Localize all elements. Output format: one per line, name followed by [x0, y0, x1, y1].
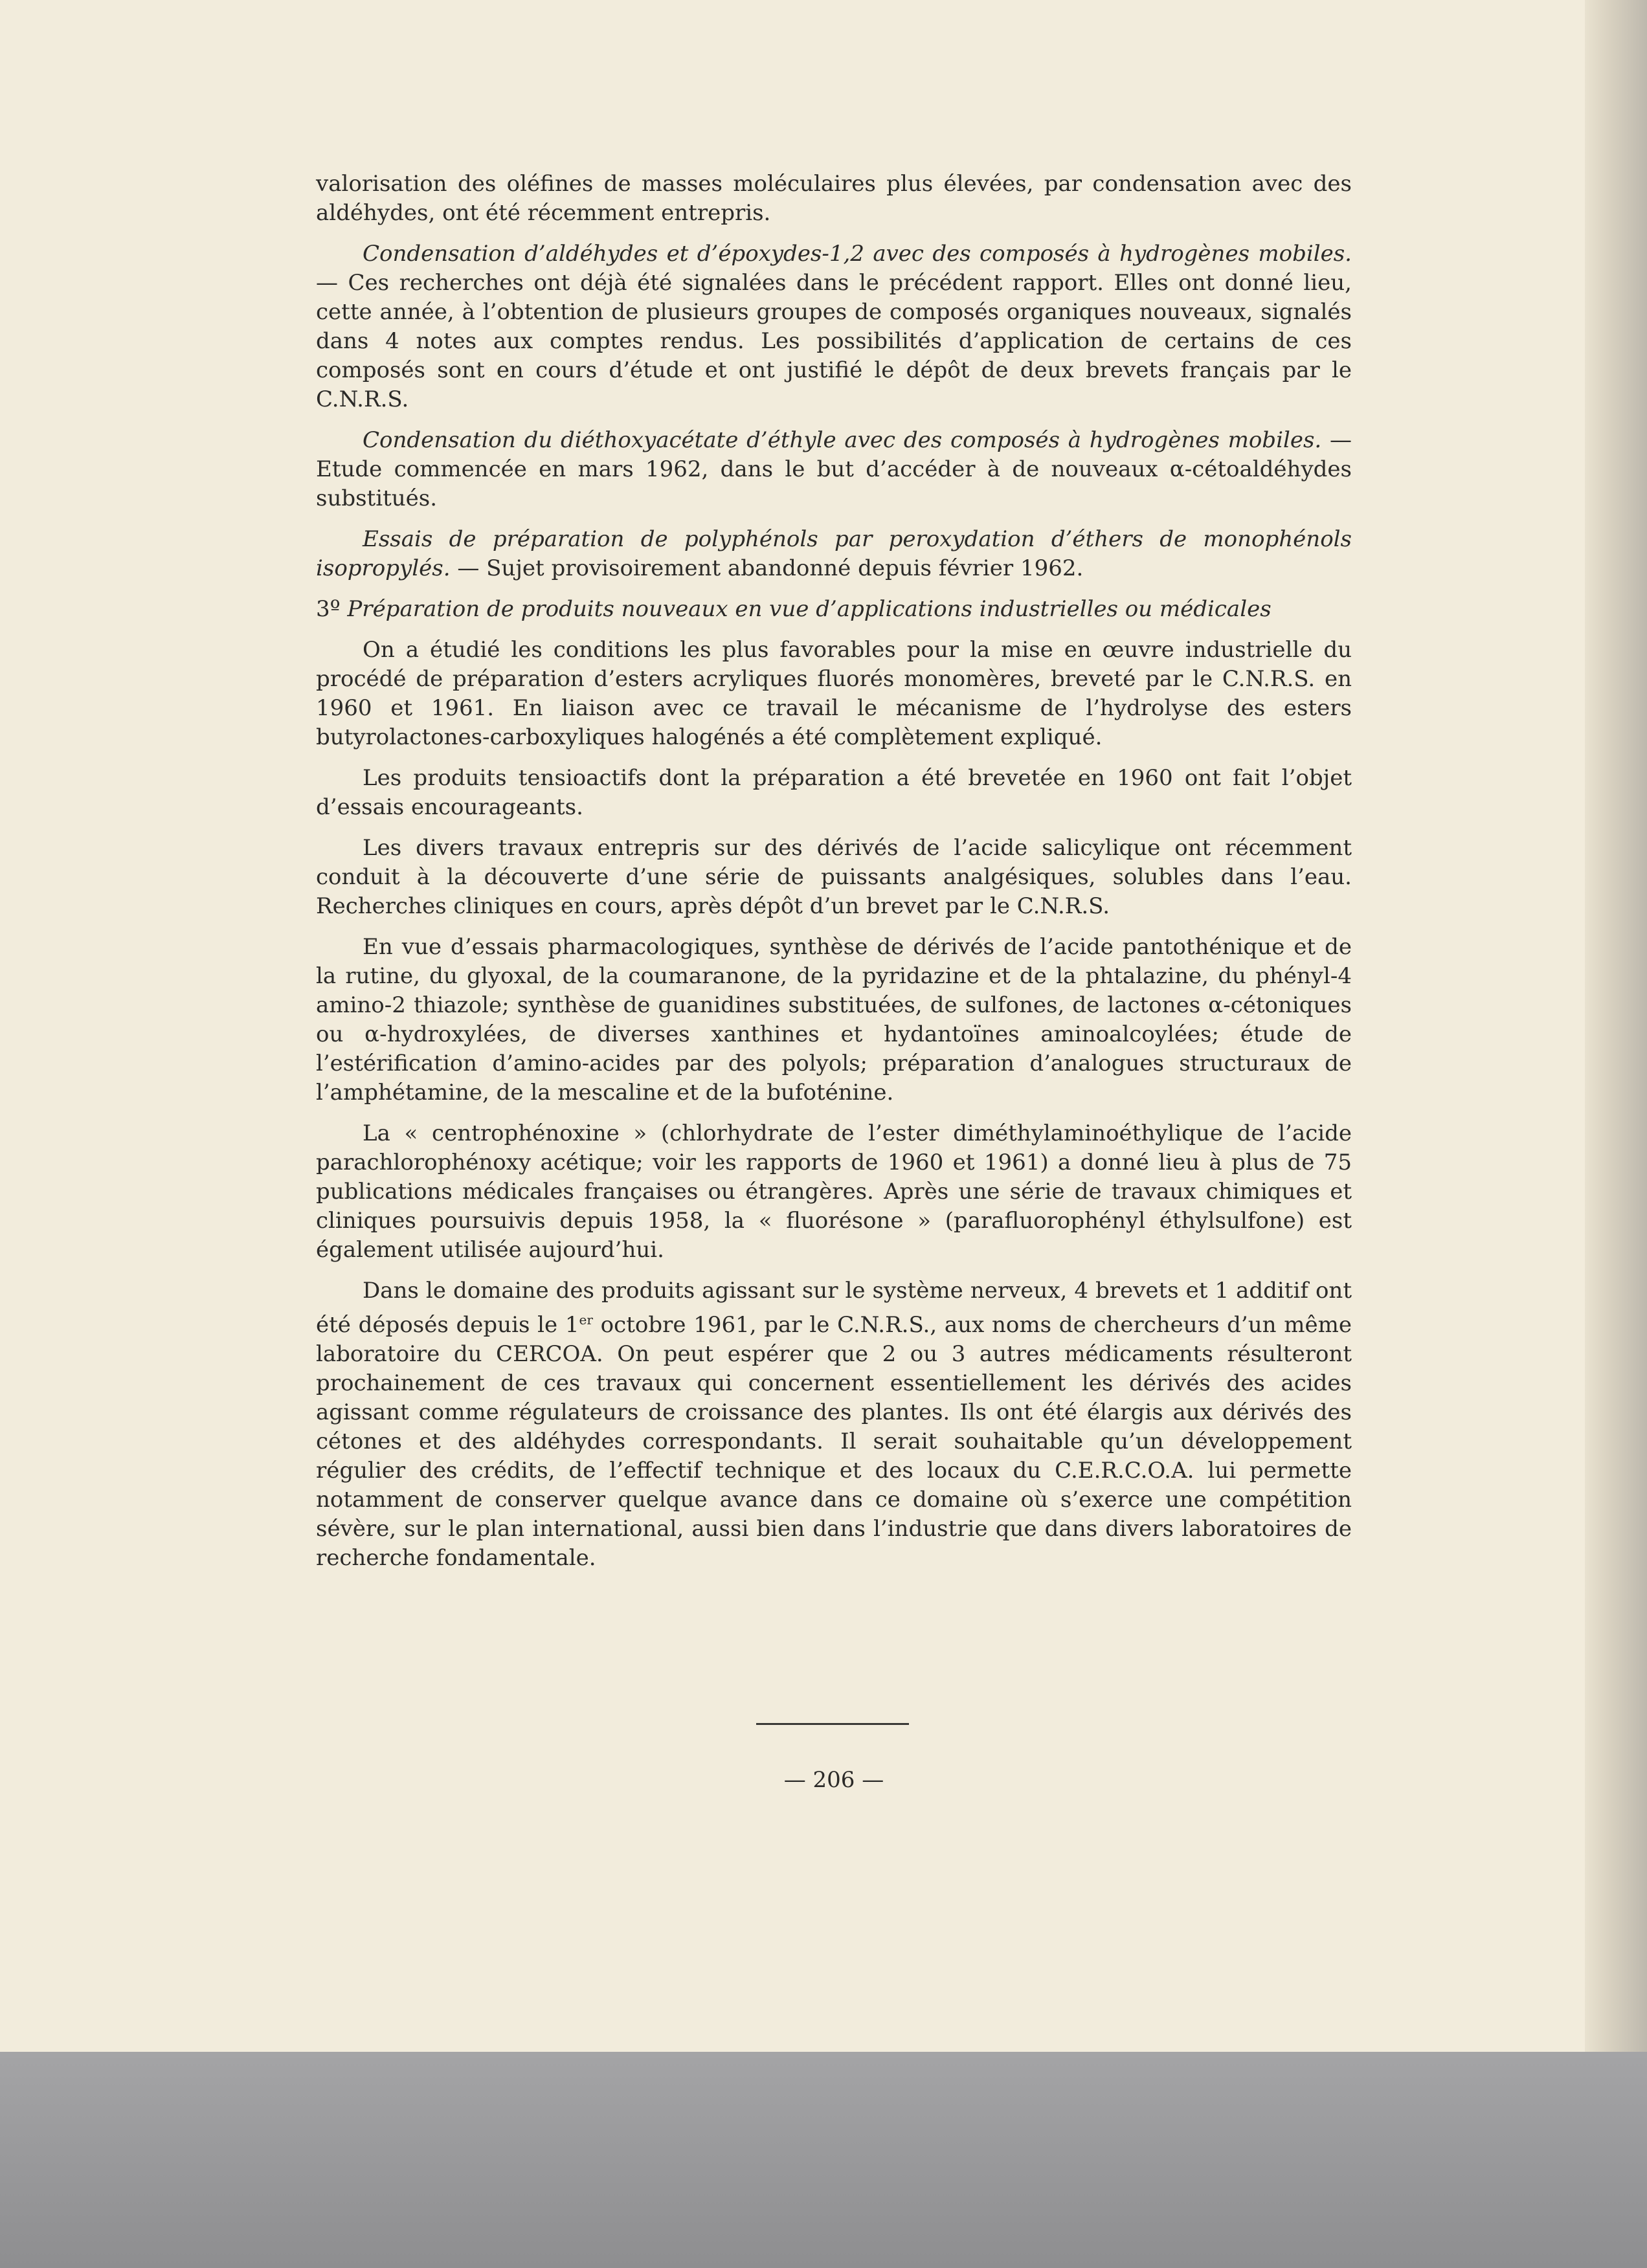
- paragraph-10: [316, 1276, 1352, 1573]
- paragraph-10-part-a: Dans le domaine des produits agissant sur le système nerveux, 4 brevets et 1 additif ont été déposés depuis le 1: [316, 1278, 1352, 1338]
- paragraph-2-title: Condensation d’aldéhydes et d’époxydes-1,2 avec des composés à hydrogènes mobiles.: [363, 241, 1352, 267]
- paragraph-10-superscript: er: [579, 1312, 593, 1328]
- paragraph-10-part-b: octobre 1961, par le C.N.R.S., aux noms de chercheurs d’un même laboratoire du CERCOA. On peut espérer que 2 ou 3 autres médicaments résulteront prochainement de ces travaux qui concernent essentiellement les dérivés des acides agissant comme régulateurs de croissance des plantes. Ils ont été élargis aux dérivés des cétones et des aldéhydes correspondants. Il serait souhaitable qu’un développement régulier des crédits, de l’effectif technique et des locaux du C.E.R.C.O.A. lui permette notamment de conserver quelque avance dans ce domaine où s’exerce une compétition sévère, sur le plan international, aussi bien dans l’industrie que dans divers laboratoires de recherche fondamentale.: [316, 1312, 1352, 1571]
- section-heading-title: Préparation de produits nouveaux en vue d’applications industrielles ou médicales: [340, 596, 1272, 622]
- section-heading-3: [316, 595, 1352, 624]
- footer-rule: [756, 1723, 909, 1725]
- paragraph-2: [316, 239, 1352, 414]
- paragraph-4: [316, 525, 1352, 583]
- paragraph-6: Les produits tensioactifs dont la préparation a été brevetée en 1960 ont fait l’objet d’essais encourageants.: [316, 765, 1352, 820]
- scanner-background: [0, 2052, 1647, 2268]
- page-edge: [1585, 0, 1647, 2052]
- section-heading-number: 3º: [316, 596, 341, 622]
- page-number: — 206 —: [783, 1767, 884, 1793]
- paragraph-1: valorisation des oléfines de masses moléculaires plus élevées, par condensation avec des aldéhydes, ont été récemment entrepris.: [316, 171, 1352, 226]
- paragraph-8: En vue d’essais pharmacologiques, synthèse de dérivés de l’acide pantothénique et de la rutine, du glyoxal, de la coumaranone, de la pyridazine et de la phtalazine, du phényl-4 amino-2 thiazole; synthèse de guanidines substituées, de sulfones, de lactones α-cétoniques ou α-hydroxylées, de diverses xanthines et hydantoïnes aminoalcoylées; étude de l’estérification d’amino-acides par des polyols; préparation d’analogues structuraux de l’amphétamine, de la mescaline et de la bufoténine.: [316, 934, 1352, 1106]
- paragraph-3: [316, 426, 1352, 513]
- paragraph-7: Les divers travaux entrepris sur des dérivés de l’acide salicylique ont récemment conduit à la découverte d’une série de puissants analgésiques, solubles dans l’eau. Recherches cliniques en cours, après dépôt d’un brevet par le C.N.R.S.: [316, 835, 1352, 919]
- paragraph-3-title: Condensation du diéthoxyacétate d’éthyle avec des composés à hydrogènes mobiles.: [363, 427, 1322, 453]
- body-text: [316, 170, 1352, 1584]
- paragraph-3-body: — Etude commencée en mars 1962, dans le but d’accéder à de nouveaux α-cétoaldéhydes substitués.: [316, 427, 1352, 511]
- paragraph-5: On a étudié les conditions les plus favorables pour la mise en œuvre industrielle du procédé de préparation d’esters acryliques fluorés monomères, breveté par le C.N.R.S. en 1960 et 1961. En liaison avec ce travail le mécanisme de l’hydrolyse des esters butyrolactones-carboxyliques halogénés a été complètement expliqué.: [316, 637, 1352, 750]
- paragraph-9: La « centrophénoxine » (chlorhydrate de l’ester diméthylaminoéthylique de l’acide parachlorophénoxy acétique; voir les rapports de 1960 et 1961) a donné lieu à plus de 75 publications médicales françaises ou étrangères. Après une série de travaux chimiques et cliniques poursuivis depuis 1958, la « fluorésone » (parafluorophényl éthylsulfone) est également utilisée aujourd’hui.: [316, 1120, 1352, 1263]
- paragraph-2-body: — Ces recherches ont déjà été signalées dans le précédent rapport. Elles ont donné lieu, cette année, à l’obtention de plusieurs groupes de composés organiques nouveaux, signalés dans 4 notes aux comptes rendus. Les possibilités d’application de certains de ces composés sont en cours d’étude et ont justifié le dépôt de deux brevets français par le C.N.R.S.: [316, 270, 1352, 412]
- paragraph-4-title: Essais de préparation de polyphénols par peroxydation d’éthers de monophénols isopropylés.: [316, 526, 1352, 581]
- paragraph-4-body: — Sujet provisoirement abandonné depuis février 1962.: [450, 555, 1084, 581]
